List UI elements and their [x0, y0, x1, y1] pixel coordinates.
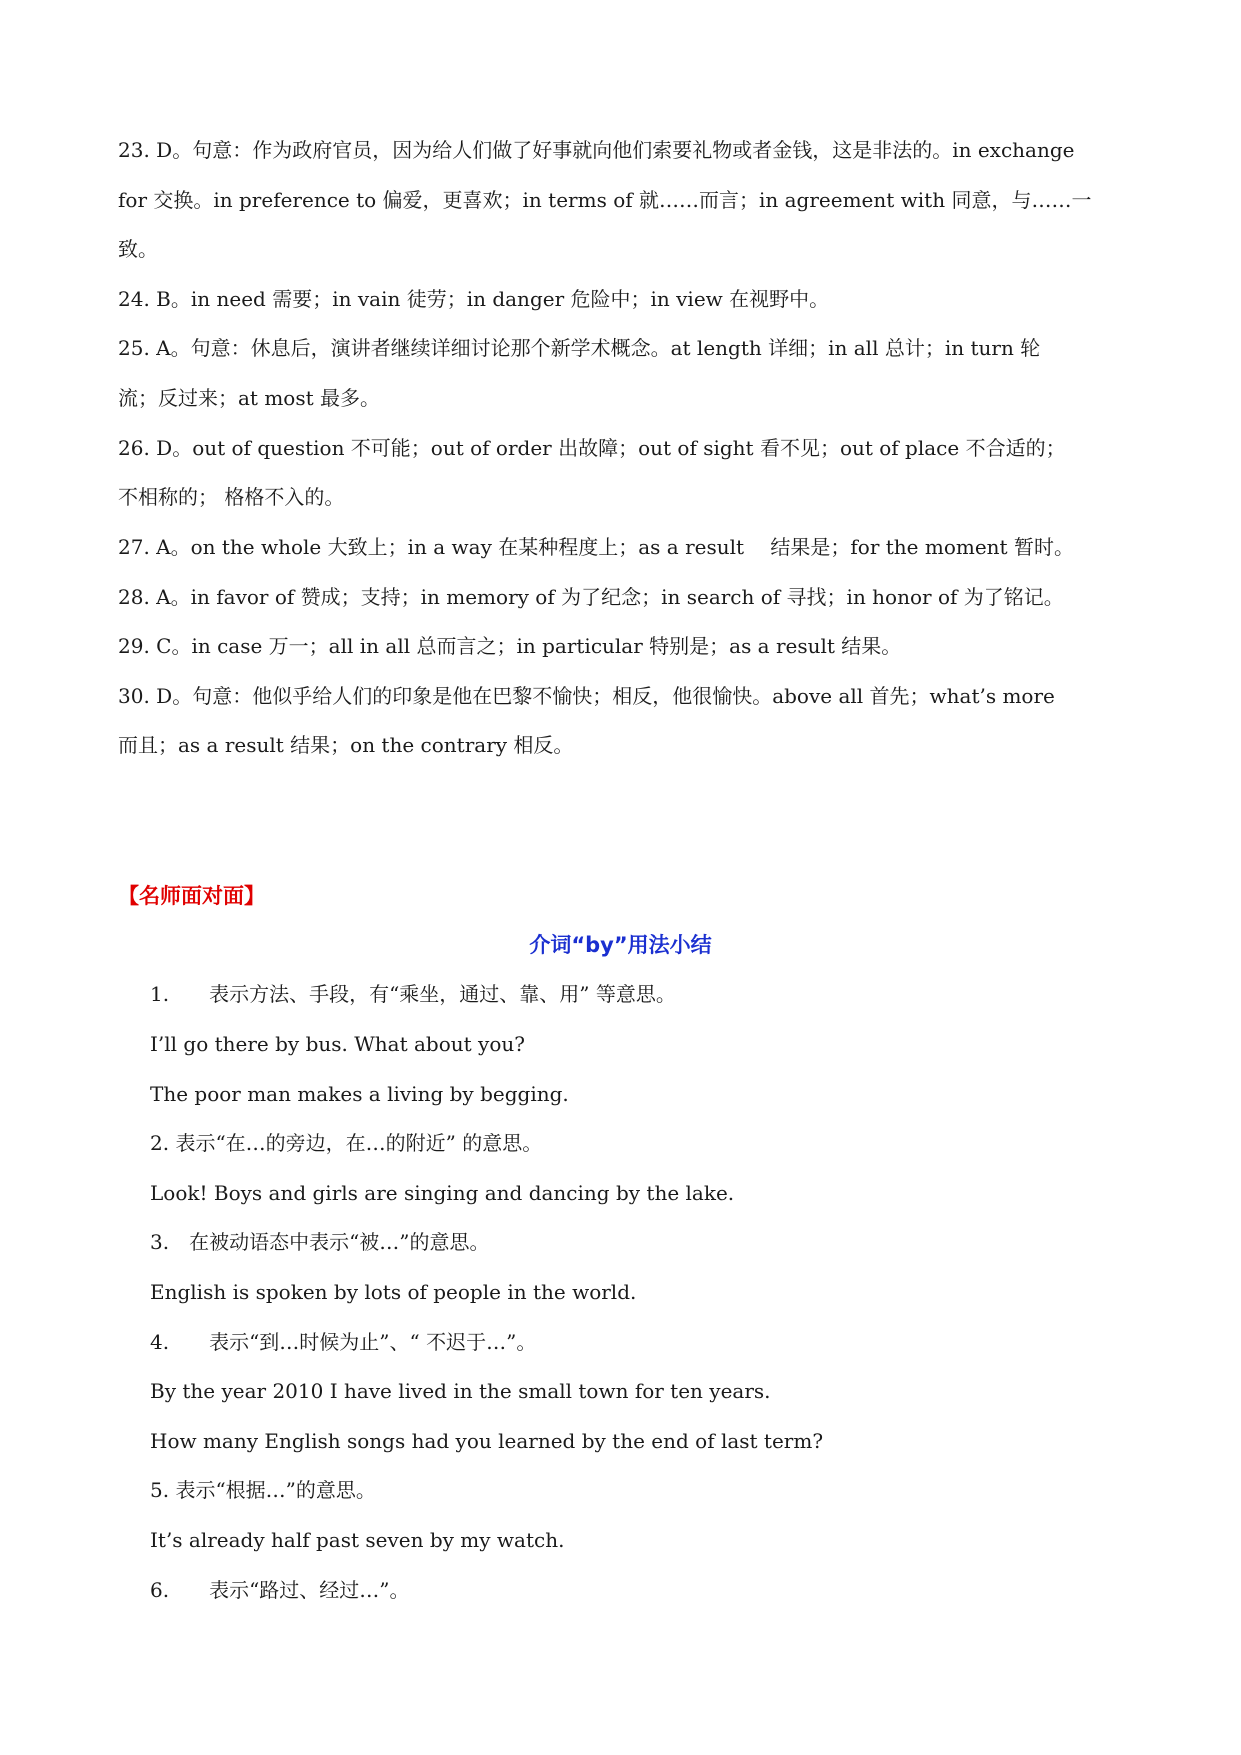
answer-24: 24. B。in need 需要；in vain 徒劳；in danger 危险中；in view 在视野中。 [118, 287, 830, 311]
answer-23-line-2: for 交换。in preference to 偏爱，更喜欢；in terms of 就……而言；in agreement with 同意，与……一 [118, 188, 1092, 212]
answer-28: 28. A。in favor of 赞成；支持；in memory of 为了纪念；in search of 寻找；in honor of 为了铭记。 [118, 585, 1064, 609]
usage-2-example: Look! Boys and girls are singing and dancing by the lake. [150, 1181, 735, 1205]
usage-3-heading: 3. 在被动语态中表示“被…”的意思。 [150, 1230, 490, 1254]
usage-4-example-2: How many English songs had you learned by the end of last term? [150, 1429, 824, 1453]
answer-25-line-1: 25. A。句意：休息后，演讲者继续详细讨论那个新学术概念。at length 详细；in all 总计；in turn 轮 [118, 336, 1041, 360]
usage-1-example-1: I’ll go there by bus. What about you? [150, 1032, 525, 1056]
answer-25-line-2: 流；反过来；at most 最多。 [118, 386, 380, 410]
answer-30-line-1: 30. D。句意：他似乎给人们的印象是他在巴黎不愉快；相反，他很愉快。above all 首先；what’s more [118, 684, 1055, 708]
usage-4-example-1: By the year 2010 I have lived in the small town for ten years. [150, 1379, 771, 1403]
section-title: 介词“by”用法小结 [529, 933, 712, 957]
answer-26-line-2: 不相称的； 格格不入的。 [118, 485, 345, 509]
answer-26-line-1: 26. D。out of question 不可能；out of order 出故障；out of sight 看不见；out of place 不合适的； [118, 436, 1066, 460]
section-heading: 【名师面对面】 [118, 884, 265, 908]
usage-6-heading: 6. 表示“路过、经过…”。 [150, 1578, 410, 1602]
answer-23-line-1: 23. D。句意：作为政府官员，因为给人们做了好事就向他们索要礼物或者金钱，这是非法的。in exchange [118, 138, 1075, 162]
usage-3-example: English is spoken by lots of people in the world. [150, 1280, 637, 1304]
usage-2-heading: 2. 表示“在…的旁边，在…的附近” 的意思。 [150, 1131, 543, 1155]
answer-23-line-3: 致。 [118, 237, 158, 261]
usage-1-example-2: The poor man makes a living by begging. [150, 1082, 569, 1106]
answer-30-line-2: 而且；as a result 结果；on the contrary 相反。 [118, 733, 574, 757]
usage-5-heading: 5. 表示“根据…”的意思。 [150, 1478, 376, 1502]
answer-27: 27. A。on the whole 大致上；in a way 在某种程度上；as a result 结果是；for the moment 暂时。 [118, 535, 1074, 559]
answer-29: 29. C。in case 万一；all in all 总而言之；in particular 特别是；as a result 结果。 [118, 634, 902, 658]
usage-4-heading: 4. 表示“到…时候为止”、“ 不迟于…”。 [150, 1330, 537, 1354]
usage-1-heading: 1. 表示方法、手段，有“乘坐，通过、靠、用” 等意思。 [150, 982, 676, 1006]
usage-5-example: It’s already half past seven by my watch. [150, 1528, 565, 1552]
